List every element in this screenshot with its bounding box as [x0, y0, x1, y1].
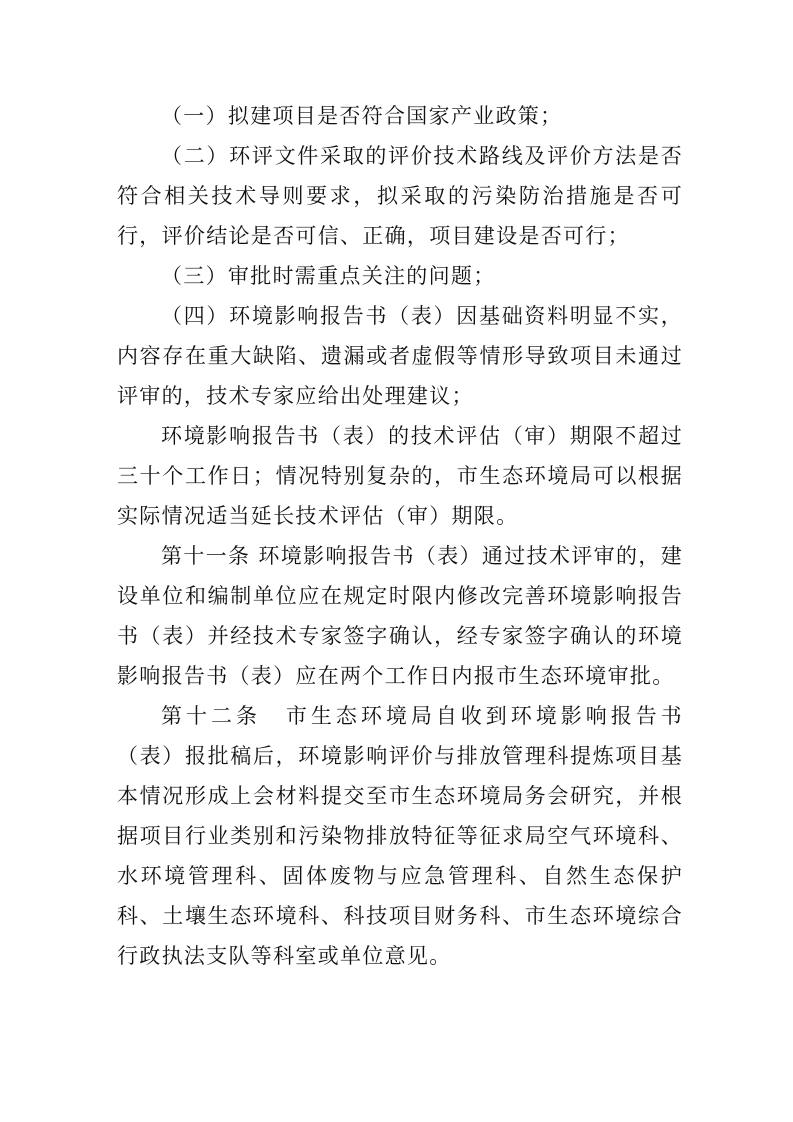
document-body [117, 96, 683, 976]
paragraph-item-4: （四）环境影响报告书（表）因基础资料明显不实，内容存在重大缺陷、遗漏或者虚假等情形导致项目未通过评审的，技术专家应给出处理建议； [117, 304, 683, 408]
paragraph-item-1: （一）拟建项目是否符合国家产业政策； [161, 104, 563, 128]
article-12: 第十二条 市生态环境局自收到环境影响报告书（表）报批稿后，环境影响评价与排放管理科提炼项目基本情况形成上会材料提交至市生态环境局务会研究，并根据项目行业类别和污染物排放特征等征求局空气环境科、水环境管理科、固体废物与应急管理科、自然生态保护科、土壤生态环境科、科技项目财务科、市生态环境综合行政执法支队等科室或单位意见。 [117, 704, 683, 968]
article-11: 第十一条 环境影响报告书（表）通过技术评审的，建设单位和编制单位应在规定时限内修改完善环境影响报告书（表）并经技术专家签字确认，经专家签字确认的环境影响报告书（表）应在两个工作日内报市生态环境审批。 [117, 544, 683, 688]
paragraph-item-2: （二）环评文件采取的评价技术路线及评价方法是否符合相关技术导则要求，拟采取的污染防治措施是否可行，评价结论是否可信、正确，项目建设是否可行； [117, 144, 683, 248]
paragraph-item-3: （三）审批时需重点关注的问题； [161, 264, 496, 288]
paragraph-period-note: 环境影响报告书（表）的技术评估（审）期限不超过三十个工作日；情况特别复杂的，市生态环境局可以根据实际情况适当延长技术评估（审）期限。 [117, 424, 683, 528]
